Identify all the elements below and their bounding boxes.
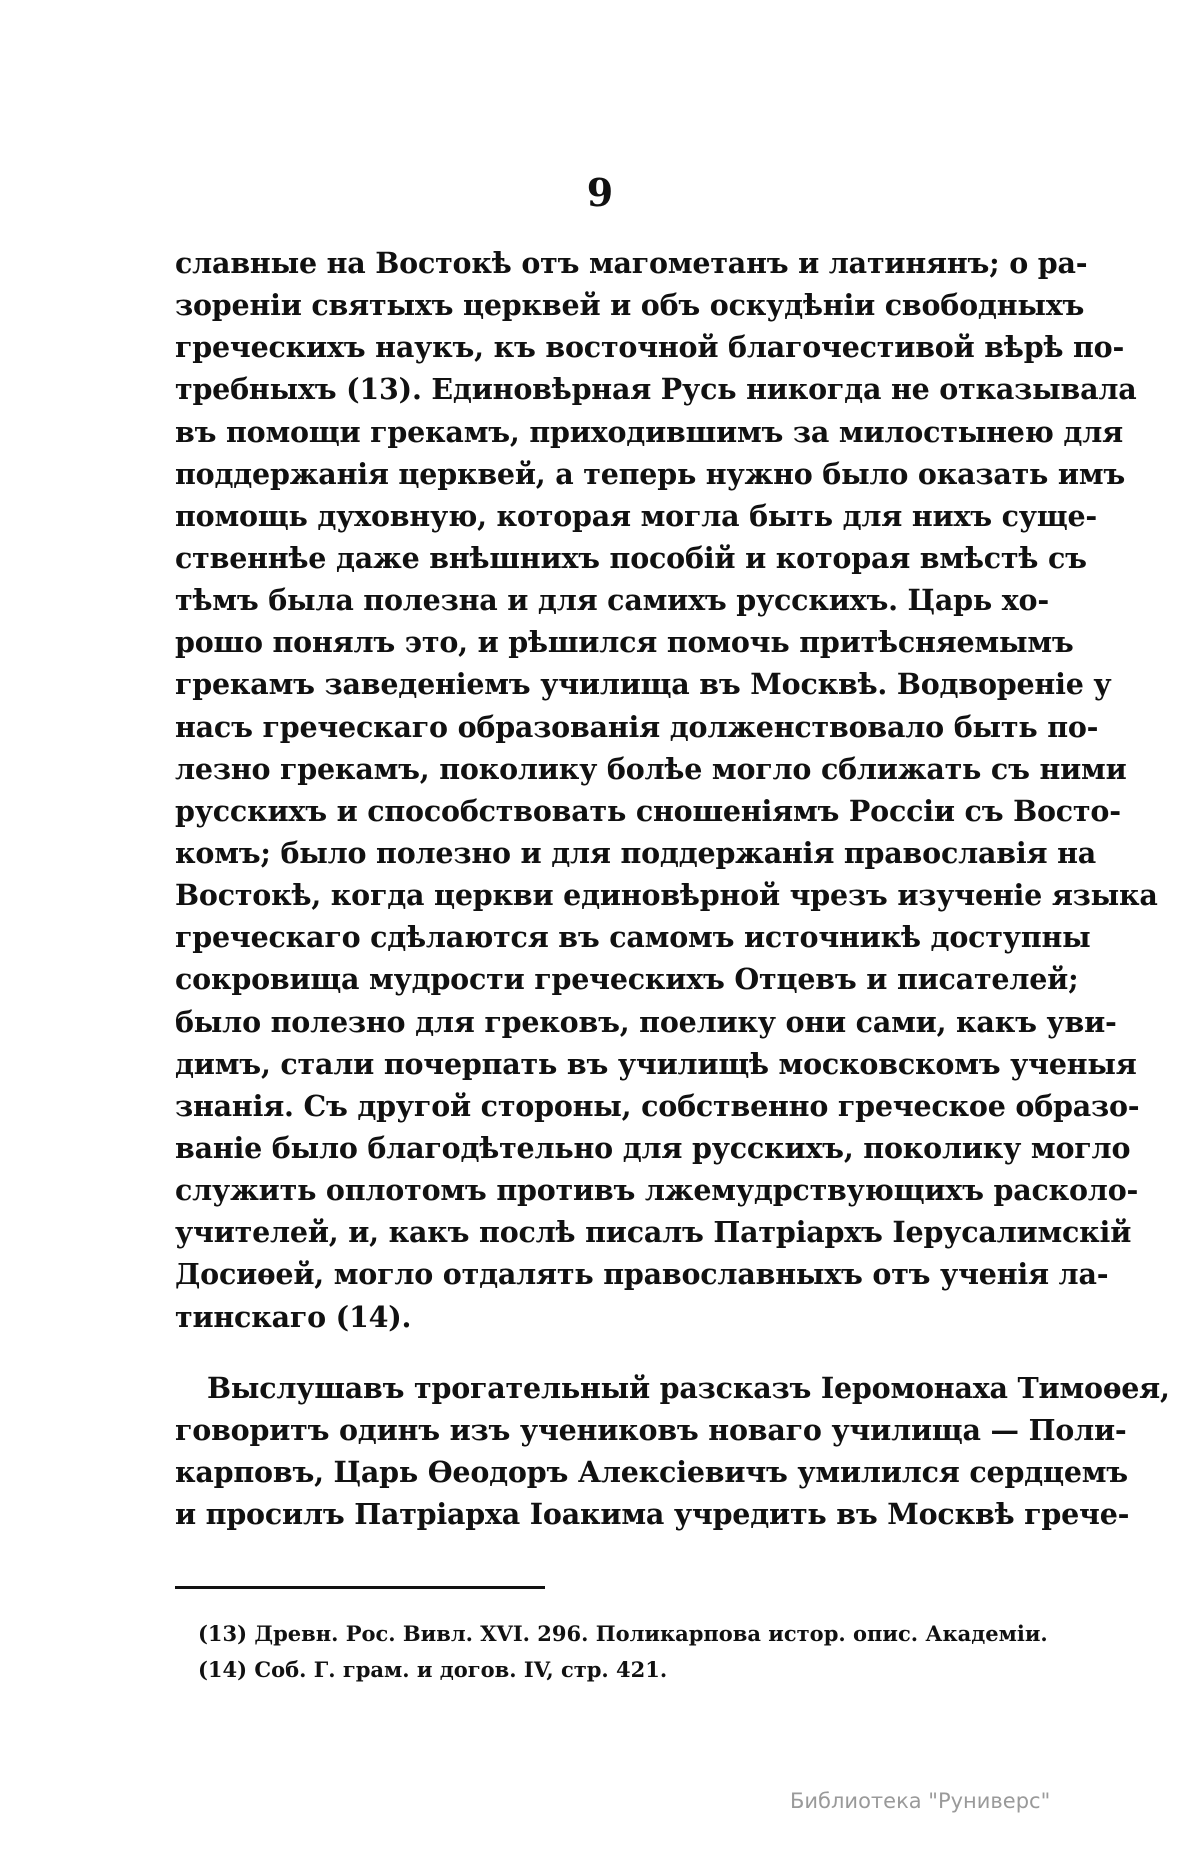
text-line: русскихъ и способствовать сношеніямъ Россіи съ Восто- <box>175 793 1121 828</box>
text-line: поддержанія церквей, а теперь нужно было оказать имъ <box>175 456 1126 491</box>
text-line: Востокѣ, когда церкви единовѣрной чрезъ изученіе языка <box>175 878 1158 913</box>
text-line: въ помощи грекамъ, приходившимъ за милостынею для <box>175 414 1123 449</box>
text-line: лезно грекамъ, поколику болѣе могло сближать съ ними <box>175 751 1127 786</box>
text-line: ственнѣе даже внѣшнихъ пособій и которая вмѣстѣ съ <box>175 540 1087 575</box>
paragraph-main <box>175 242 1158 1338</box>
footnotes <box>198 1616 1048 1688</box>
text-line: служить оплотомъ противъ лжемудрствующихъ расколо- <box>175 1173 1139 1208</box>
text-line: комъ; было полезно и для поддержанія православія на <box>175 835 1097 870</box>
library-watermark: Библиотека "Руниверс" <box>790 1789 1051 1813</box>
text-line: требныхъ (13). Единовѣрная Русь никогда не отказывала <box>175 372 1137 407</box>
text-line: было полезно для грековъ, поелику они сами, какъ уви- <box>175 1004 1117 1039</box>
text-line: знанія. Съ другой стороны, собственно греческое образо- <box>175 1088 1140 1123</box>
text-line: тинскаго (14). <box>175 1299 412 1334</box>
text-line: рошо понялъ это, и рѣшился помочь притѣсняемымъ <box>175 625 1074 660</box>
text-line: греческаго сдѣлаются въ самомъ источникѣ доступны <box>175 920 1091 955</box>
text-line: говоритъ одинъ изъ учениковъ новаго училища — Поли- <box>175 1413 1127 1448</box>
footnote-14: (14) Соб. Г. грам. и догов. IV, стр. 421. <box>198 1657 668 1682</box>
text-line: димъ, стали почерпать въ училищѣ московскомъ ученыя <box>175 1046 1137 1081</box>
text-line: ваніе было благодѣтельно для русскихъ, поколику могло <box>175 1130 1131 1165</box>
text-line: славные на Востокѣ отъ магометанъ и латинянъ; о ра- <box>175 246 1088 280</box>
text-line: карповъ, Царь Ѳеодоръ Алексіевичъ умилился сердцемъ <box>175 1455 1128 1490</box>
paragraph-second <box>175 1367 1170 1536</box>
footnote-13: (13) Древн. Рос. Вивл. XVI. 296. Поликарпова истор. опис. Академіи. <box>198 1621 1048 1646</box>
text-line: помощь духовную, которая могла быть для нихъ суще- <box>175 498 1098 533</box>
text-line: и просилъ Патріарха Іоакима учредить въ Москвѣ грече- <box>175 1497 1130 1532</box>
text-line: тѣмъ была полезна и для самихъ русскихъ. Царь хо- <box>175 583 1049 618</box>
text-line: насъ греческаго образованія долженствовало быть по- <box>175 709 1099 744</box>
text-line: грекамъ заведеніемъ училища въ Москвѣ. Водвореніе у <box>175 667 1112 702</box>
text-line: Досиѳей, могло отдалять православныхъ отъ ученія ла- <box>175 1257 1109 1292</box>
text-line: зореніи святыхъ церквей и объ оскудѣніи свободныхъ <box>175 288 1085 323</box>
text-line: Выслушавъ трогательный разсказъ Іеромонаха Тимоѳея, <box>207 1371 1170 1405</box>
text-line: учителей, и, какъ послѣ писалъ Патріархъ Іерусалимскій <box>175 1215 1132 1250</box>
text-line: сокровища мудрости греческихъ Отцевъ и писателей; <box>175 962 1079 997</box>
footnote-divider <box>175 1586 545 1589</box>
text-line: греческихъ наукъ, къ восточной благочестивой вѣрѣ по- <box>175 330 1125 365</box>
page-number: 9 <box>586 170 614 215</box>
